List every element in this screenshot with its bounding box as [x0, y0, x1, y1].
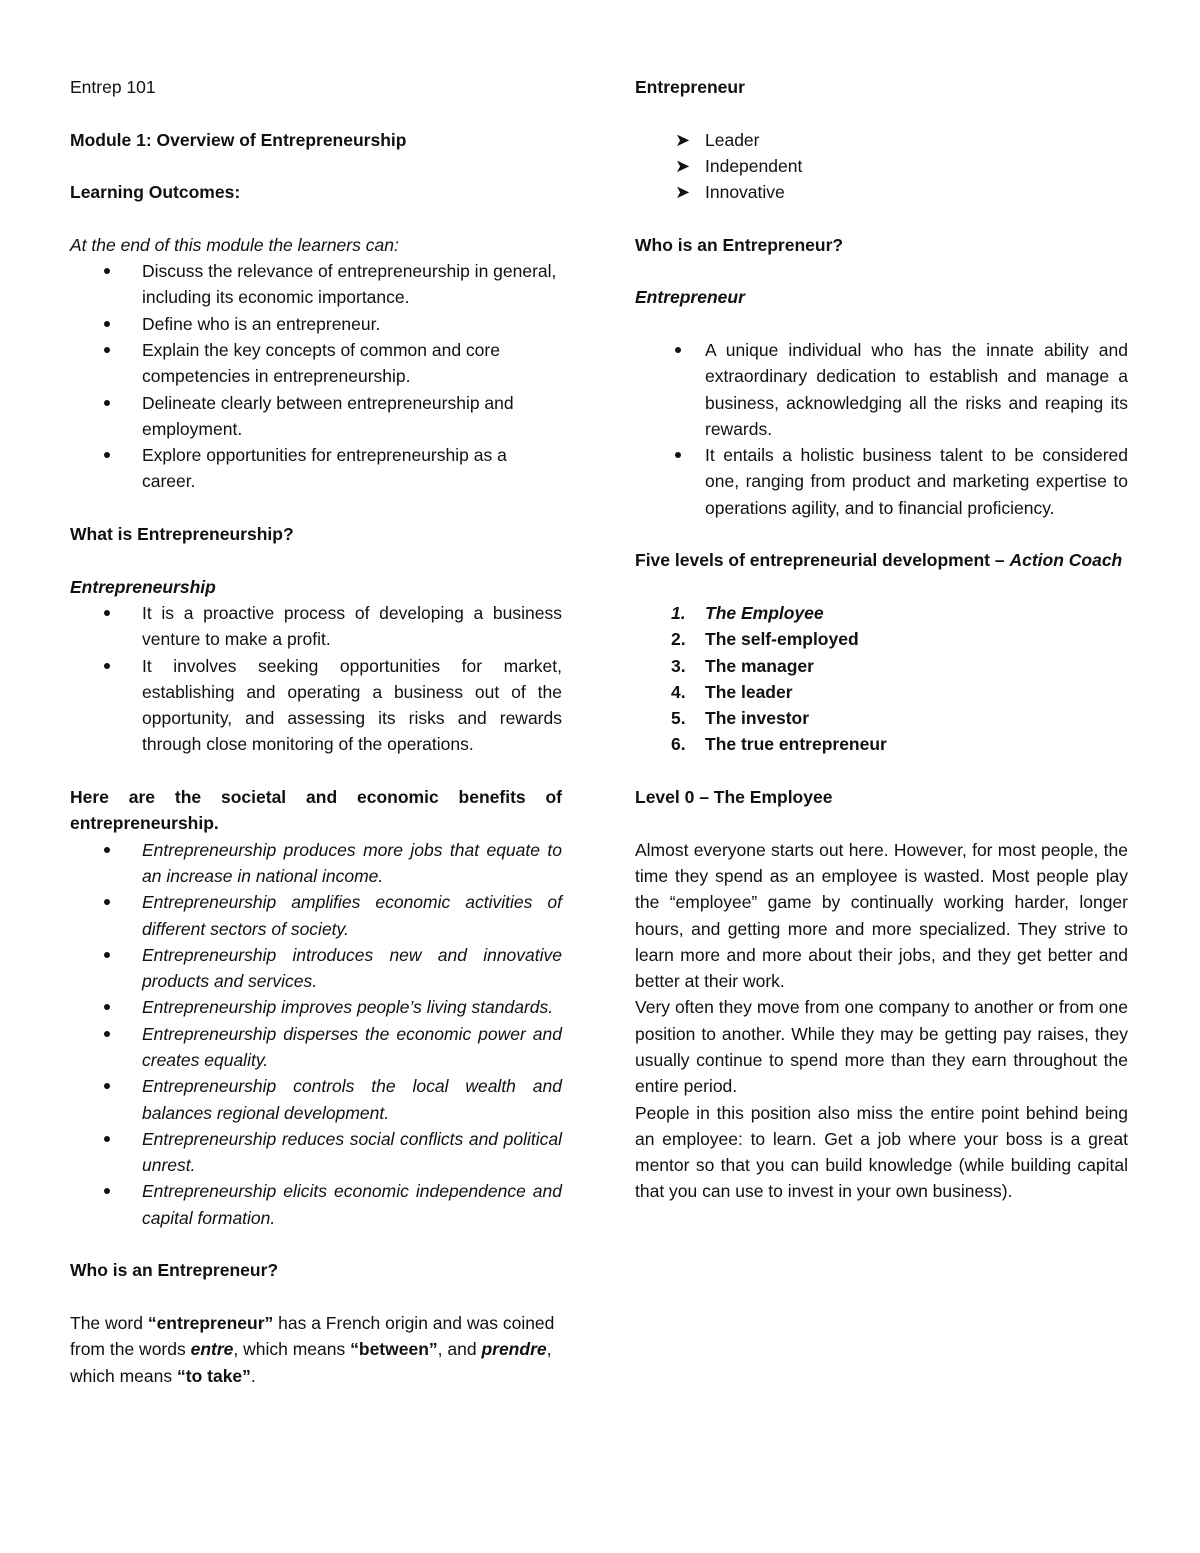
bullet-icon [104, 452, 110, 458]
entrepreneur-heading: Entrepreneur [635, 77, 745, 97]
course-code: Entrep 101 [70, 77, 156, 97]
list-item: Entrepreneurship introduces new and innovative products and services. [70, 942, 562, 995]
left-column [70, 74, 562, 1389]
word-origin-paragraph: The word “entrepreneur” has a French origin and was coined from the words entre, which means “between”, and prendre, which means “to take”. [70, 1312, 555, 1386]
bullet-icon [675, 347, 681, 353]
module-title: Module 1: Overview of Entrepreneurship [70, 129, 407, 150]
arrow-icon: ➤ [675, 155, 691, 176]
bullet-icon [104, 268, 110, 274]
list-item: 4. The leader [671, 681, 793, 702]
outcomes-list [70, 258, 562, 495]
bullet-icon [104, 610, 110, 616]
what-is-entrepreneurship-heading: What is Entrepreneurship? [70, 524, 294, 545]
list-item: 5. The investor [671, 708, 810, 729]
list-item: Discuss the relevance of entrepreneurship in general, including its economic importance. [70, 258, 562, 311]
list-item: Define who is an entrepreneur. [70, 311, 562, 337]
list-item: A unique individual who has the innate ability and extraordinary dedication to establish and manage a business, acknowledging all the risks and reaping its rewards. [635, 337, 1128, 442]
arrow-icon: ➤ [675, 129, 691, 150]
bullet-icon [104, 1004, 110, 1010]
benefits-list [70, 837, 562, 1231]
list-item: It is a proactive process of developing a business venture to make a profit. [70, 600, 562, 653]
right-column [635, 74, 1128, 1205]
list-item: 3. The manager [671, 655, 814, 676]
list-item: Entrepreneurship disperses the economic power and creates equality. [70, 1021, 562, 1074]
list-item: Entrepreneurship produces more jobs that equate to an increase in national income. [70, 837, 562, 890]
bullet-icon [104, 1136, 110, 1142]
level0-paragraph-2: Very often they move from one company to another or from one position to another. While they may be getting pay raises, they usually continue to spend more than they earn throughout the entire period. [635, 997, 1128, 1097]
bullet-icon [104, 1031, 110, 1037]
list-item: 6. The true entrepreneur [671, 734, 887, 755]
bullet-icon [104, 952, 110, 958]
list-item: Entrepreneurship reduces social conflicts and political unrest. [70, 1126, 562, 1179]
who-is-entrepreneur-heading-2: Who is an Entrepreneur? [635, 234, 844, 255]
bullet-icon [104, 663, 110, 669]
list-item: Entrepreneurship elicits economic independence and capital formation. [70, 1178, 562, 1231]
entrepreneurship-term: Entrepreneurship [70, 576, 216, 597]
arrow-icon: ➤ [675, 182, 691, 203]
list-item: Explore opportunities for entrepreneurship as a career. [70, 442, 562, 495]
bullet-icon [104, 847, 110, 853]
levels-list [635, 600, 1128, 758]
bullet-icon [104, 1188, 110, 1194]
list-item: ➤ Innovative [635, 179, 1128, 205]
list-item: Entrepreneurship amplifies economic activities of different sectors of society. [70, 889, 562, 942]
list-item: Entrepreneurship controls the local wealth and balances regional development. [70, 1073, 562, 1126]
list-item: 2. The self-employed [671, 629, 859, 650]
entrepreneur-term: Entrepreneur [635, 287, 745, 308]
list-item: Delineate clearly between entrepreneurship and employment. [70, 390, 562, 443]
bullet-icon [104, 321, 110, 327]
level0-paragraph-3: People in this position also miss the entire point behind being an employee: to learn. Get a job where your boss is a great mentor so that you can build knowledge (while building capital that you can use to invest in your own business). [635, 1102, 1128, 1202]
bullet-icon [675, 452, 681, 458]
level0-heading: Level 0 – The Employee [635, 787, 833, 808]
bullet-icon [104, 899, 110, 905]
bullet-icon [104, 400, 110, 406]
learning-outcomes-heading: Learning Outcomes: [70, 182, 241, 203]
list-item: ➤ Leader [635, 127, 1128, 153]
who-is-entrepreneur-heading: Who is an Entrepreneur? [70, 1260, 279, 1281]
list-item: Entrepreneurship improves people’s living standards. [70, 994, 562, 1020]
list-item: 1. The Employee [671, 602, 824, 623]
list-item: It entails a holistic business talent to be considered one, ranging from product and marketing expertise to operations agility, and to financial proficiency. [635, 442, 1128, 521]
bullet-icon [104, 1083, 110, 1089]
outcomes-intro: At the end of this module the learners can: [70, 234, 399, 255]
bullet-icon [104, 347, 110, 353]
list-item: ➤ Independent [635, 153, 1128, 179]
entrepreneurship-points [70, 600, 562, 758]
level0-paragraph-1: Almost everyone starts out here. However, for most people, the time they spend as an employee is wasted. Most people play the “employee” game by continually working harder, longer hours, and getting more and more specialized. They strive to learn more and more about their jobs, and they get better and better at their work. [635, 839, 1128, 992]
list-item: Explain the key concepts of common and core competencies in entrepreneurship. [70, 337, 562, 390]
benefits-heading: Here are the societal and economic benefits of entrepreneurship. [70, 787, 562, 834]
levels-heading: Five levels of entrepreneurial development – Action Coach [635, 550, 1123, 571]
definition-points [635, 337, 1128, 521]
list-item: It involves seeking opportunities for market, establishing and operating a business out of the opportunity, and assessing its risks and rewards through close monitoring of the operations. [70, 653, 562, 758]
traits-list [635, 127, 1128, 206]
